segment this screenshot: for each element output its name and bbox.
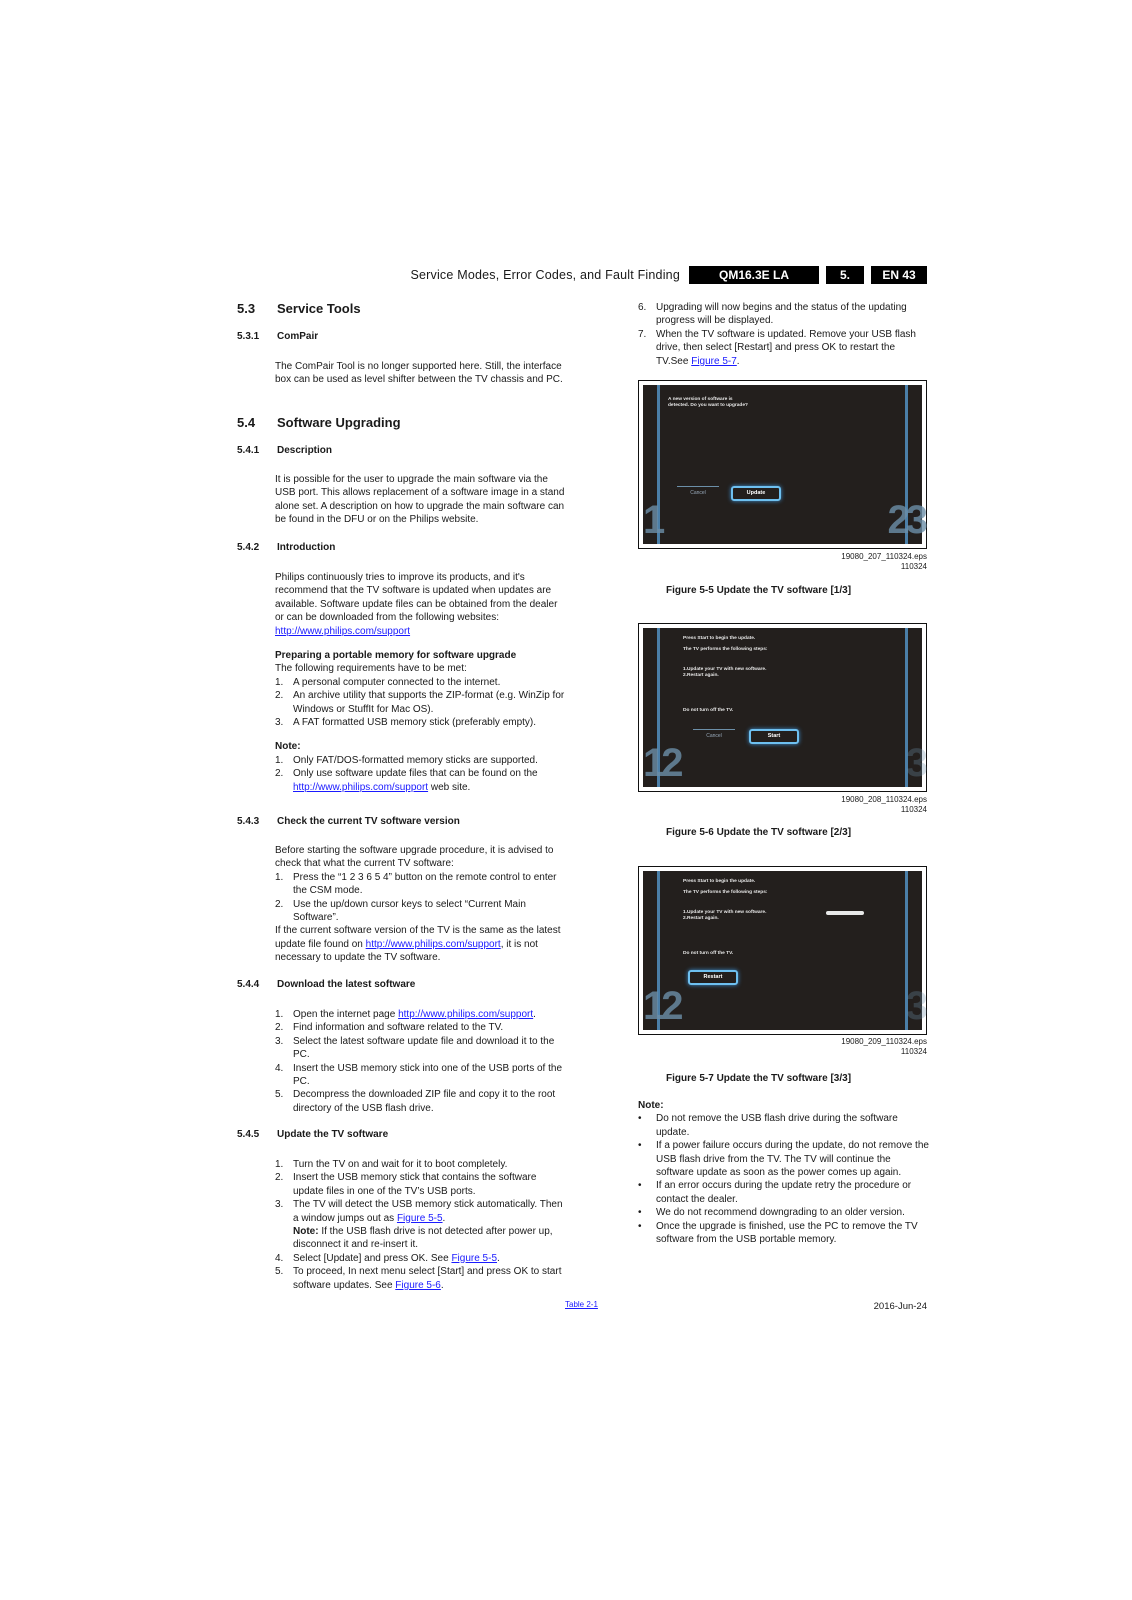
list-item <box>275 1062 565 1089</box>
cancel-highlight <box>693 729 735 730</box>
screen-text: The TV performs the following steps: <box>683 890 768 895</box>
figure-file: 19080_208_110324.eps <box>841 795 927 804</box>
section-title: Check the current TV software version <box>277 816 460 827</box>
list-item <box>275 1265 565 1292</box>
list-item <box>275 716 565 729</box>
list-item <box>275 676 565 689</box>
list-text: Open the internet page <box>293 1009 396 1020</box>
figure-5-6-id <box>727 795 927 814</box>
figure-5-6-link[interactable]: Figure 5-6 <box>395 1279 441 1291</box>
list-item <box>275 1171 565 1198</box>
tv-start-button: Start <box>749 729 799 744</box>
list-item <box>275 1035 565 1062</box>
list-text: Find information and software related to the TV. <box>293 1022 504 1034</box>
section-number: 5.4.3 <box>237 816 260 827</box>
section-number: 5.4.1 <box>237 445 260 456</box>
list-text: An archive utility that supports the ZIP-format (e.g. WinZip for Windows or StuffIt for Mac OS). <box>293 690 565 715</box>
figure-5-7-caption: Figure 5-7 Update the TV software [3/3] <box>666 1073 852 1084</box>
section-title: Description <box>277 445 333 456</box>
check-list <box>275 871 565 925</box>
list-item <box>275 767 565 794</box>
list-item <box>638 328 928 368</box>
list-number: 7. <box>638 328 647 340</box>
philips-support-link[interactable]: http://www.philips.com/support <box>275 625 411 637</box>
bullet-icon: • <box>638 1220 642 1232</box>
corner-number-right: 3 <box>905 984 924 1028</box>
list-text: To proceed, In next menu select [Start] and press OK to start software updates. See <box>293 1266 562 1291</box>
screen-text: Press Start to begin the update. <box>683 879 756 884</box>
screen-text: 1.Update your TV with new software. <box>683 910 767 915</box>
list-item <box>275 898 565 925</box>
corner-number-right: 23 <box>887 498 924 542</box>
section-title: ComPair <box>277 331 319 342</box>
bullet-icon: • <box>638 1113 642 1125</box>
model-badge: QM16.3E LA <box>689 266 819 284</box>
description-paragraph: It is possible for the user to upgrade the main software via the USB port. This allows replacement of a software image in a stand alone set. A description on how to upgrade the main software can be found in the DFU or on the Philips website. <box>275 474 565 526</box>
corner-number-right: 3 <box>905 741 924 785</box>
section-number: 5.4.4 <box>237 979 260 990</box>
list-number: 2. <box>275 1172 284 1184</box>
screen-text: Press Start to begin the update. <box>683 636 756 641</box>
update-list <box>275 1158 565 1292</box>
compair-paragraph: The ComPair Tool is no longer supported here. Still, the interface box can be used as level shifter between the TV chassis and PC. <box>275 361 563 386</box>
list-text: If the USB flash drive is not detected after power up, disconnect it and re-insert it. <box>293 1226 553 1251</box>
figure-5-5-caption: Figure 5-5 Update the TV software [1/3] <box>666 585 852 596</box>
list-text: Insert the USB memory stick into one of the USB ports of the PC. <box>293 1062 563 1088</box>
list-number: 5. <box>275 1089 284 1101</box>
list-number: 1. <box>275 754 284 766</box>
prep-heading: Preparing a portable memory for software upgrade <box>275 650 517 662</box>
figure-5-5-link[interactable]: Figure 5-5 <box>396 1212 443 1224</box>
figure-date: 110324 <box>900 561 927 571</box>
list-text: . <box>736 355 740 367</box>
figure-file: 19080_207_110324.eps <box>841 552 927 561</box>
bullet-text: If an error occurs during the update retry the procedure or contact the dealer. <box>656 1180 912 1205</box>
list-text: Turn the TV on and wait for it to boot completely. <box>293 1159 508 1170</box>
section-number: 5.3 <box>237 301 256 316</box>
bullet-item <box>638 1206 930 1219</box>
list-text: . <box>533 1009 536 1020</box>
list-text: web site. <box>430 781 471 793</box>
list-item <box>275 1198 565 1252</box>
bullet-item <box>638 1112 930 1139</box>
list-text: Only use software update files that can be found on the <box>293 768 538 780</box>
tv-update-button: Update <box>731 486 781 501</box>
list-item <box>275 1088 565 1115</box>
list-text: Select [Update] and press OK. See <box>293 1252 449 1264</box>
list-text: When the TV software is updated. Remove your USB flash drive, then select [Restart] and press OK to restart the TV.See <box>656 328 916 367</box>
figure-file: 19080_209_110324.eps <box>841 1037 927 1046</box>
philips-support-link[interactable]: http://www.philips.com/support <box>293 781 429 793</box>
screen-text: Do not turn off the TV. <box>683 708 734 713</box>
text: If the current software version of the TV is the same as the latest update file found on <box>275 925 561 950</box>
list-number: 2. <box>275 768 284 780</box>
note-bullets <box>638 1112 930 1246</box>
table-2-1-link[interactable]: Table 2-1 <box>565 1300 598 1309</box>
list-item <box>275 1158 565 1171</box>
section-number: 5.3.1 <box>237 331 260 342</box>
tv-screen <box>643 385 922 544</box>
figure-5-5-frame <box>638 380 927 549</box>
bullet-text: Do not remove the USB flash drive during the software update. <box>656 1113 898 1138</box>
section-title: Update the TV software <box>277 1129 389 1140</box>
figure-5-7-frame <box>638 866 927 1035</box>
prep-list <box>275 676 565 730</box>
screen-text: 2.Restart again. <box>683 673 719 678</box>
progress-bar <box>826 911 864 915</box>
bullet-icon: • <box>638 1207 642 1219</box>
bullet-text: If a power failure occurs during the update, do not remove the USB flash drive from the TV. The TV will continue the software update as soon as the power comes up again. <box>656 1140 929 1179</box>
note-label: Note: <box>638 1100 664 1111</box>
screen-text: Do not turn off the TV. <box>683 951 734 956</box>
bullet-item <box>638 1179 930 1206</box>
list-item <box>275 754 565 767</box>
tv-screen <box>643 871 922 1030</box>
list-text: . <box>497 1252 500 1264</box>
check-intro: Before starting the software upgrade procedure, it is advised to check that what the current TV software: <box>275 845 554 870</box>
list-text: Decompress the downloaded ZIP file and copy it to the root directory of the USB flash drive. <box>293 1089 556 1114</box>
footer-date: 2016-Jun-24 <box>873 1301 927 1312</box>
list-number: 3. <box>275 717 284 729</box>
bullet-text: Once the upgrade is finished, use the PC to remove the TV software from the USB portable memory. <box>656 1220 918 1246</box>
figure-date: 110324 <box>900 804 927 814</box>
list-text: . <box>442 1212 446 1224</box>
tv-cancel-button: Cancel <box>690 490 706 496</box>
figure-5-7-link[interactable]: Figure 5-7 <box>691 355 737 367</box>
list-number: 4. <box>275 1062 284 1074</box>
screen-text: The TV performs the following steps: <box>683 647 768 652</box>
list-text: Upgrading will now begins and the status of the updating progress will be displayed. <box>656 302 907 327</box>
section-number: 5.4.5 <box>237 1129 260 1140</box>
list-item <box>275 689 565 716</box>
section-title: Service Tools <box>277 301 361 316</box>
list-number: 6. <box>638 302 647 313</box>
download-list <box>275 1008 565 1115</box>
tv-cancel-button: Cancel <box>706 733 722 739</box>
list-number: 2. <box>275 1022 284 1034</box>
list-number: 1. <box>275 871 284 883</box>
bullet-item <box>638 1220 930 1247</box>
list-number: 1. <box>275 1009 284 1020</box>
list-number: 2. <box>275 690 284 702</box>
figure-5-5-link[interactable]: Figure 5-5 <box>451 1252 498 1264</box>
list-item <box>275 1252 565 1265</box>
section-number: 5.4.2 <box>237 542 260 553</box>
running-header-title: Service Modes, Error Codes, and Fault Finding <box>410 268 680 282</box>
section-title: Introduction <box>277 542 336 553</box>
bullet-text: We do not recommend downgrading to an older version. <box>656 1207 905 1219</box>
figure-5-6-frame <box>638 623 927 792</box>
section-title: Download the latest software <box>277 979 416 990</box>
introduction-paragraph: Philips continuously tries to improve its products, and it's recommend that the TV software is updated when updates are available. Software update files can be obtained from the dealer or can be downloaded from the following websites: <box>275 572 558 624</box>
list-number: 2. <box>275 898 284 910</box>
bullet-icon: • <box>638 1140 642 1152</box>
list-text: Select the latest software update file and download it to the PC. <box>293 1035 555 1061</box>
chapter-badge: 5. <box>826 266 864 284</box>
philips-support-link[interactable]: http://www.philips.com/support <box>398 1009 534 1020</box>
corner-number-left: 12 <box>643 984 680 1028</box>
bullet-item <box>638 1139 930 1179</box>
section-number: 5.4 <box>237 415 256 430</box>
note-label: Note: <box>293 1226 319 1238</box>
tv-restart-button: Restart <box>688 970 738 985</box>
tv-screen <box>643 628 922 787</box>
update-list-continued <box>638 301 928 368</box>
figure-5-7-id <box>727 1037 927 1056</box>
list-number: 3. <box>275 1199 284 1211</box>
list-text: Insert the USB memory stick that contains the software update files in one of the TV’s USB ports. <box>293 1172 537 1197</box>
screen-message: A new version of software is detected. Do you want to upgrade? <box>668 397 748 408</box>
list-text: A personal computer connected to the internet. <box>293 676 501 688</box>
page-badge: EN 43 <box>871 266 927 284</box>
screen-text: 1.Update your TV with new software. <box>683 667 767 672</box>
bullet-icon: • <box>638 1180 642 1192</box>
note-list <box>275 754 565 794</box>
philips-support-link[interactable]: http://www.philips.com/support <box>365 938 501 950</box>
list-number: 1. <box>275 1159 284 1170</box>
note-label: Note: <box>275 741 301 753</box>
list-number: 3. <box>275 1035 284 1047</box>
list-text: The TV will detect the USB memory stick automatically. Then a window jumps out as <box>293 1199 563 1224</box>
figure-5-6-caption: Figure 5-6 Update the TV software [2/3] <box>666 827 852 838</box>
list-item <box>275 871 565 898</box>
list-text: Use the up/down cursor keys to select “Current Main Software”. <box>293 898 526 924</box>
list-text: . <box>440 1279 444 1291</box>
text: , it is not necessary to update the TV software. <box>275 938 538 964</box>
screen-text: 2.Restart again. <box>683 916 719 921</box>
list-number: 4. <box>275 1252 284 1264</box>
list-item <box>638 301 928 328</box>
corner-number-left: 1 <box>643 498 662 542</box>
check-outro <box>275 924 565 964</box>
list-item <box>275 1021 565 1034</box>
list-text: Only FAT/DOS-formatted memory sticks are supported. <box>293 754 538 766</box>
list-item <box>275 1008 565 1021</box>
figure-5-5-id <box>727 552 927 571</box>
list-text: Press the “1 2 3 6 5 4” button on the remote control to enter the CSM mode. <box>293 871 557 897</box>
list-number: 1. <box>275 676 284 688</box>
list-number: 5. <box>275 1266 284 1278</box>
cancel-highlight <box>677 486 719 487</box>
section-title: Software Upgrading <box>277 415 401 430</box>
figure-date: 110324 <box>900 1046 927 1056</box>
prep-intro: The following requirements have to be met: <box>275 663 467 675</box>
corner-number-left: 12 <box>643 741 680 785</box>
list-text: A FAT formatted USB memory stick (preferably empty). <box>293 717 537 729</box>
